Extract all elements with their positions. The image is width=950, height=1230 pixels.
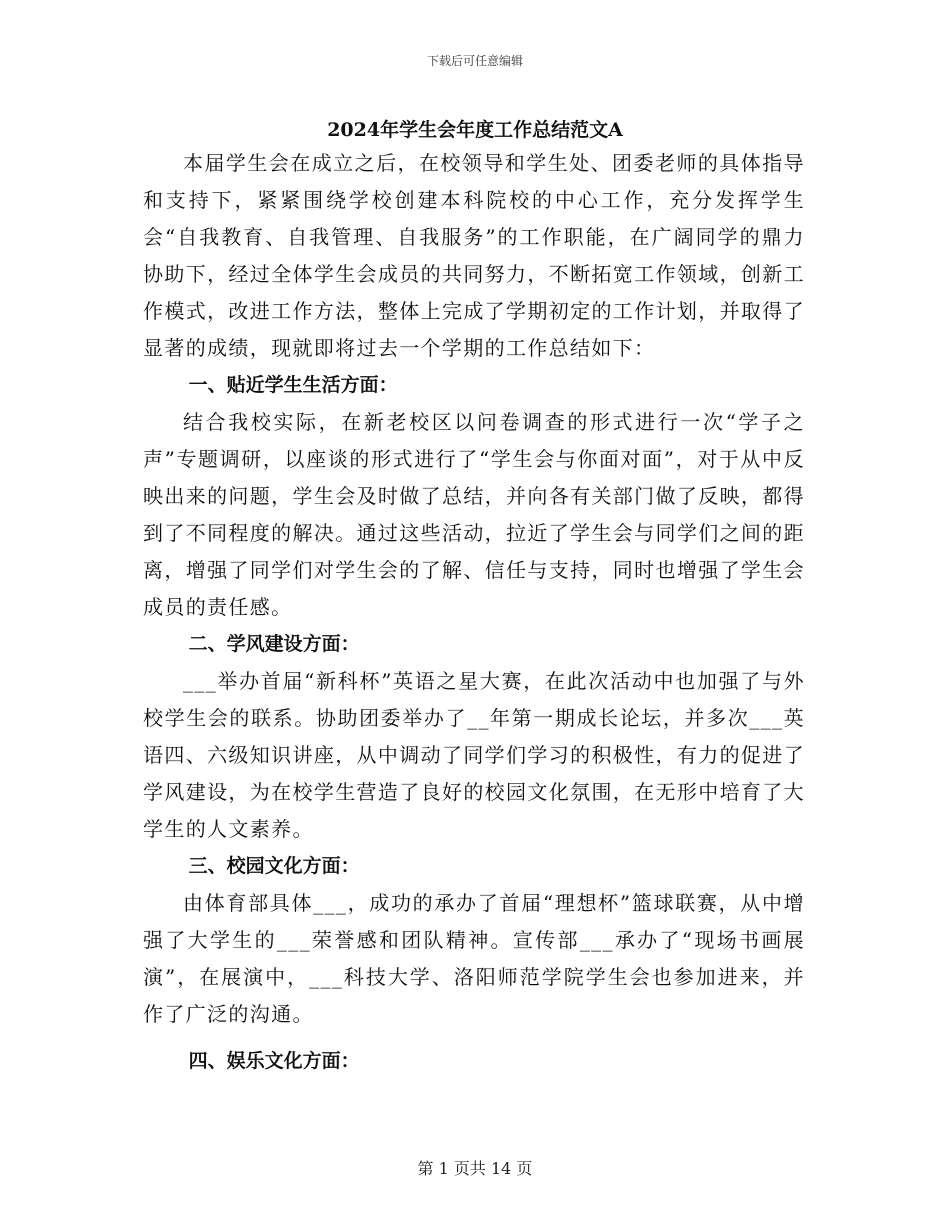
section-text-student-life: 结合我校实际，在新老校区以问卷调查的形式进行一次“学子之声”专题调研，以座谈的形式进行了“学生会与你面对面”，对于从中反映出来的问题，学生会及时做了总结，并向各有关部门做了反映，都得到了不同程度的解决。通过这些活动，拉近了学生会与同学们之间的距离，增强了同学们对学生会的了解、信任与支持，同时也增强了学生会成员的责任感。 [143, 410, 805, 619]
document-body [143, 145, 805, 1080]
intro-paragraph: 本届学生会在成立之后，在校领导和学生处、团委老师的具体指导和支持下，紧紧围绕学校创建本科院校的中心工作，充分发挥学生会“自我教育、自我管理、自我服务”的工作职能，在广阔同学的鼎力协助下，经过全体学生会成员的共同努力，不断拓宽工作领域，创新工作模式，改进工作方法，整体上完成了学期初定的工作计划，并取得了显著的成绩，现就即将过去一个学期的工作总结如下： [143, 151, 805, 360]
section-heading-study-style: 二、学风建设方面： [188, 633, 360, 655]
page-number-footer: 第 1 页共 14 页 [417, 1159, 533, 1178]
section-text-campus-culture: 由体育部具体___，成功的承办了首届“理想杯”篮球联赛，从中增强了大学生的___荣誉感和团队精神。宣传部___承办了“现场书画展演”，在展演中，___科技大学、洛阳师范学院学生会也参加进来，并作了广泛的沟通。 [143, 891, 805, 1026]
section-heading-campus-culture: 三、校园文化方面： [188, 855, 360, 877]
document-title: 2024年学生会年度工作总结范文A [327, 119, 623, 141]
section-text-study-style: ___举办首届“新科杯”英语之星大赛，在此次活动中也加强了与外校学生会的联系。协助团委举办了__年第一期成长论坛，并多次___英语四、六级知识讲座，从中调动了同学们学习的积极性，有力的促进了学风建设，为在校学生营造了良好的校园文化氛围，在无形中培育了大学生的人文素养。 [143, 669, 805, 841]
section-heading-entertainment: 四、娱乐文化方面： [188, 1050, 360, 1072]
section-heading-student-life: 一、贴近学生生活方面： [188, 374, 398, 396]
page-header-note: 下载后可任意编辑 [426, 54, 523, 68]
